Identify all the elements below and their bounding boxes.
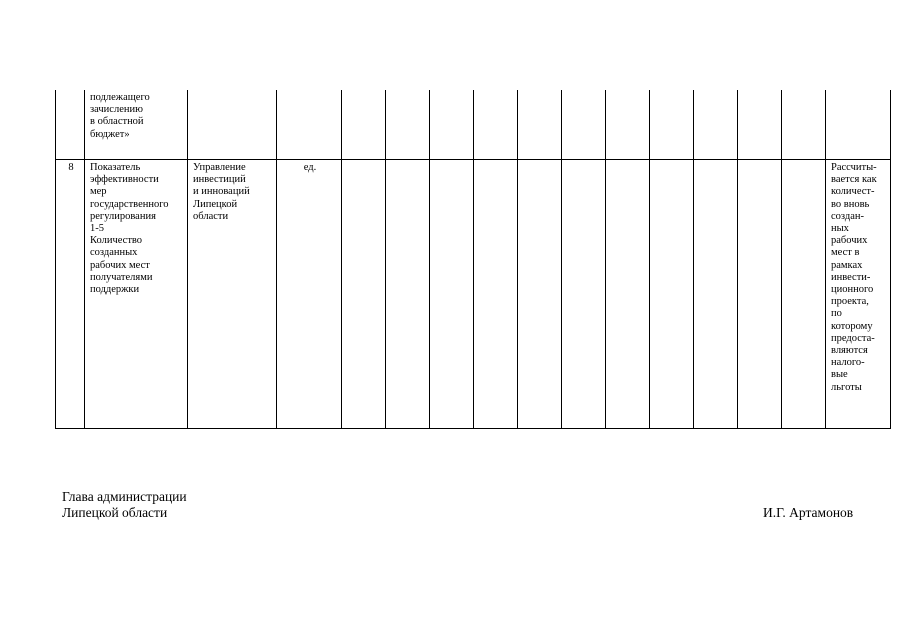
cell-responsible: Управление инвестиций и инноваций Липецкой области [188,160,277,429]
cell-unit: ед. [277,160,342,429]
cell-number [56,90,85,160]
cell-indicator: подлежащего зачислению в областной бюджет» [85,90,188,160]
cell-value [694,90,738,160]
cell-value [474,90,518,160]
cell-value [518,90,562,160]
cell-value [738,90,782,160]
cell-value [650,160,694,429]
indicators-table [55,90,891,429]
cell-value [386,90,430,160]
cell-value [430,90,474,160]
cell-responsible [188,90,277,160]
table-row-8 [56,160,891,429]
cell-value [562,160,606,429]
cell-value [518,160,562,429]
signature-position [62,489,187,521]
cell-value [738,160,782,429]
cell-value [430,160,474,429]
cell-note [826,90,891,160]
cell-value [474,160,518,429]
signature-position-line1: Глава администрации [62,489,187,504]
cell-value [562,90,606,160]
cell-note: Рассчиты- вается как количест- во вновь создан- ных рабочих мест в рамках инвести- ционного проекта, по которому предоста- вляются налого- вые льготы [826,160,891,429]
table-row-continuation [56,90,891,160]
cell-value [650,90,694,160]
signature-position-line2: Липецкой области [62,505,168,520]
cell-value [342,160,386,429]
cell-value [386,160,430,429]
signature-name: И.Г. Артамонов [763,505,854,520]
cell-value [782,160,826,429]
cell-unit [277,90,342,160]
cell-value [606,90,650,160]
cell-indicator: Показатель эффективности мер государственного регулирования 1-5 Количество созданных рабочих мест получателями поддержки [85,160,188,429]
cell-value [342,90,386,160]
cell-value [694,160,738,429]
cell-value [606,160,650,429]
cell-value [782,90,826,160]
cell-number: 8 [56,160,85,429]
